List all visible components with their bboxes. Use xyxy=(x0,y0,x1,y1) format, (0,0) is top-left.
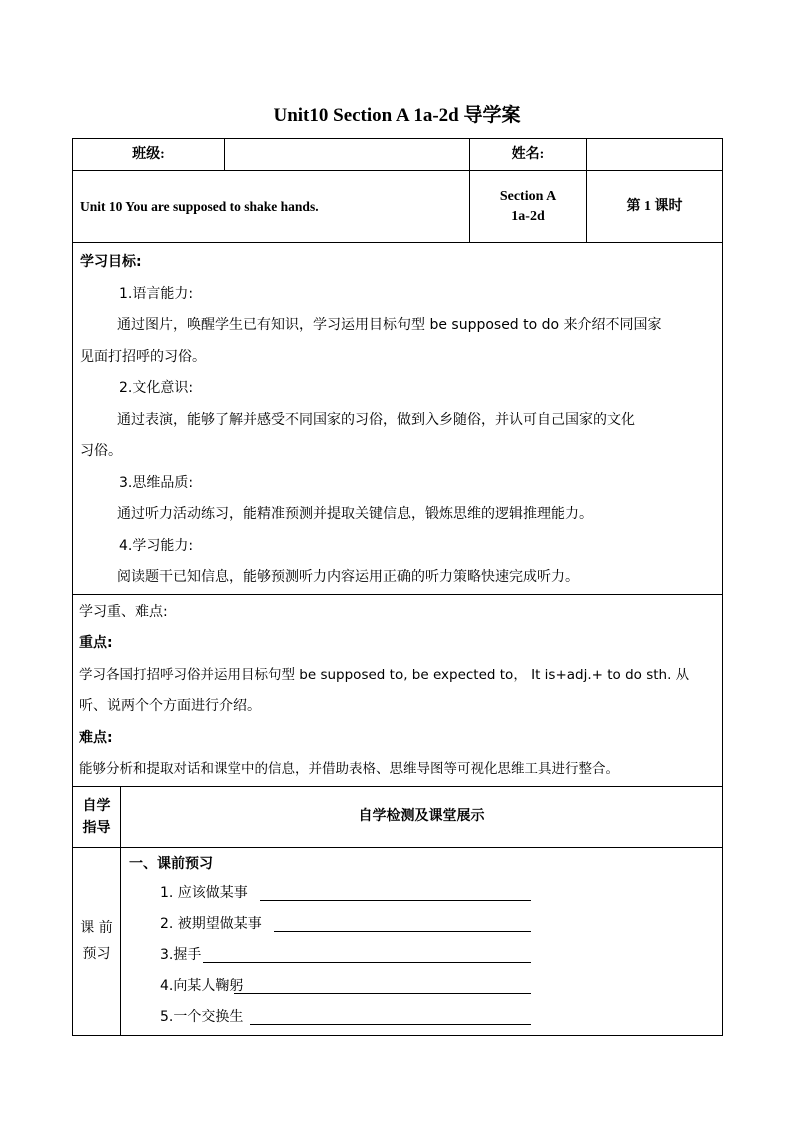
preview-item-5-label: 5.一个交换生 xyxy=(160,1008,244,1025)
preview-item-5-blank[interactable] xyxy=(250,1024,531,1025)
preview-item-2-blank[interactable] xyxy=(274,931,531,932)
key-text-line-1: 学习各国打招呼习俗并运用目标句型 be supposed to, be expected to， It is+adj.+ to do sth. 从 xyxy=(79,666,690,683)
preview-item-4 xyxy=(129,971,722,1002)
preview-item-4-label: 4.向某人鞠躬 xyxy=(160,977,244,994)
preview-side-cell xyxy=(73,847,121,1035)
class-label: 班级: xyxy=(73,139,225,171)
name-field[interactable] xyxy=(587,139,723,171)
page-title: Unit10 Section A 1a-2d 导学案 xyxy=(273,105,521,126)
guide-label-line-1: 自学 xyxy=(82,797,111,814)
display-title: 自学检测及课堂展示 xyxy=(121,786,723,847)
goals-row xyxy=(73,243,723,595)
key-points-heading: 学习重、难点: xyxy=(79,603,168,620)
preview-item-1-blank[interactable] xyxy=(260,900,531,901)
preview-item-2 xyxy=(129,909,722,940)
goal-3-text: 通过听力活动练习，能精准预测并提取关键信息，锻炼思维的逻辑推理能力。 xyxy=(117,506,593,522)
preview-item-1 xyxy=(129,878,722,909)
section-range: 1a-2d xyxy=(511,208,545,224)
goal-2-text-line-2: 习俗。 xyxy=(80,443,122,459)
goal-1-label: 1.语言能力: xyxy=(119,285,194,302)
goal-1-text-line-2: 见面打招呼的习俗。 xyxy=(80,348,206,365)
key-points-cell xyxy=(73,594,723,786)
goal-2-label: 2.文化意识: xyxy=(119,380,194,396)
preview-item-3-label: 3.握手 xyxy=(160,946,202,963)
preview-side-line-1: 课 前 xyxy=(80,920,113,936)
preview-item-5 xyxy=(129,1002,722,1033)
guide-label-cell xyxy=(73,786,121,847)
unit-title: Unit 10 You are supposed to shake hands. xyxy=(73,171,470,243)
preview-item-2-label: 2. 被期望做某事 xyxy=(160,915,262,932)
key-text-line-2: 听、说两个个方面进行介绍。 xyxy=(79,698,261,714)
class-field[interactable] xyxy=(225,139,470,171)
difficult-label: 难点: xyxy=(79,729,113,746)
guide-header-row xyxy=(73,786,723,847)
difficult-text: 能够分析和提取对话和课堂中的信息，并借助表格、思维导图等可视化思维工具进行整合。 xyxy=(79,761,619,777)
preview-row xyxy=(73,847,723,1035)
name-label: 姓名: xyxy=(470,139,587,171)
goal-4-label: 4.学习能力: xyxy=(119,537,194,554)
key-label: 重点: xyxy=(79,635,113,651)
preview-item-1-label: 1. 应该做某事 xyxy=(160,884,248,901)
study-guide-table xyxy=(72,138,723,1036)
preview-item-3-blank[interactable] xyxy=(203,962,531,963)
goal-2-text-line-1: 通过表演，能够了解并感受不同国家的习俗，做到入乡随俗，并认可自己国家的文化 xyxy=(117,411,635,428)
unit-row xyxy=(73,171,723,243)
goal-4-text: 阅读题干已知信息，能够预测听力内容运用正确的听力策略快速完成听力。 xyxy=(117,569,579,585)
goals-heading: 学习目标: xyxy=(80,254,142,270)
preview-item-4-blank[interactable] xyxy=(234,993,531,994)
preview-content-cell xyxy=(121,847,723,1035)
goal-1-text-line-1: 通过图片，唤醒学生已有知识，学习运用目标句型 be supposed to do 来介绍不同国家 xyxy=(117,317,662,333)
period-label: 第 1 课时 xyxy=(587,171,723,243)
preview-item-3 xyxy=(129,940,722,971)
guide-label-line-2: 指导 xyxy=(82,819,111,836)
section-cell xyxy=(470,171,587,243)
section-name: Section A xyxy=(499,188,557,204)
goal-3-label: 3.思维品质: xyxy=(119,474,194,491)
preview-heading: 一、课前预习 xyxy=(129,855,213,872)
class-name-row xyxy=(73,139,723,171)
key-points-row xyxy=(73,594,723,786)
goals-cell xyxy=(73,243,723,595)
preview-side-line-2: 预习 xyxy=(82,946,111,962)
